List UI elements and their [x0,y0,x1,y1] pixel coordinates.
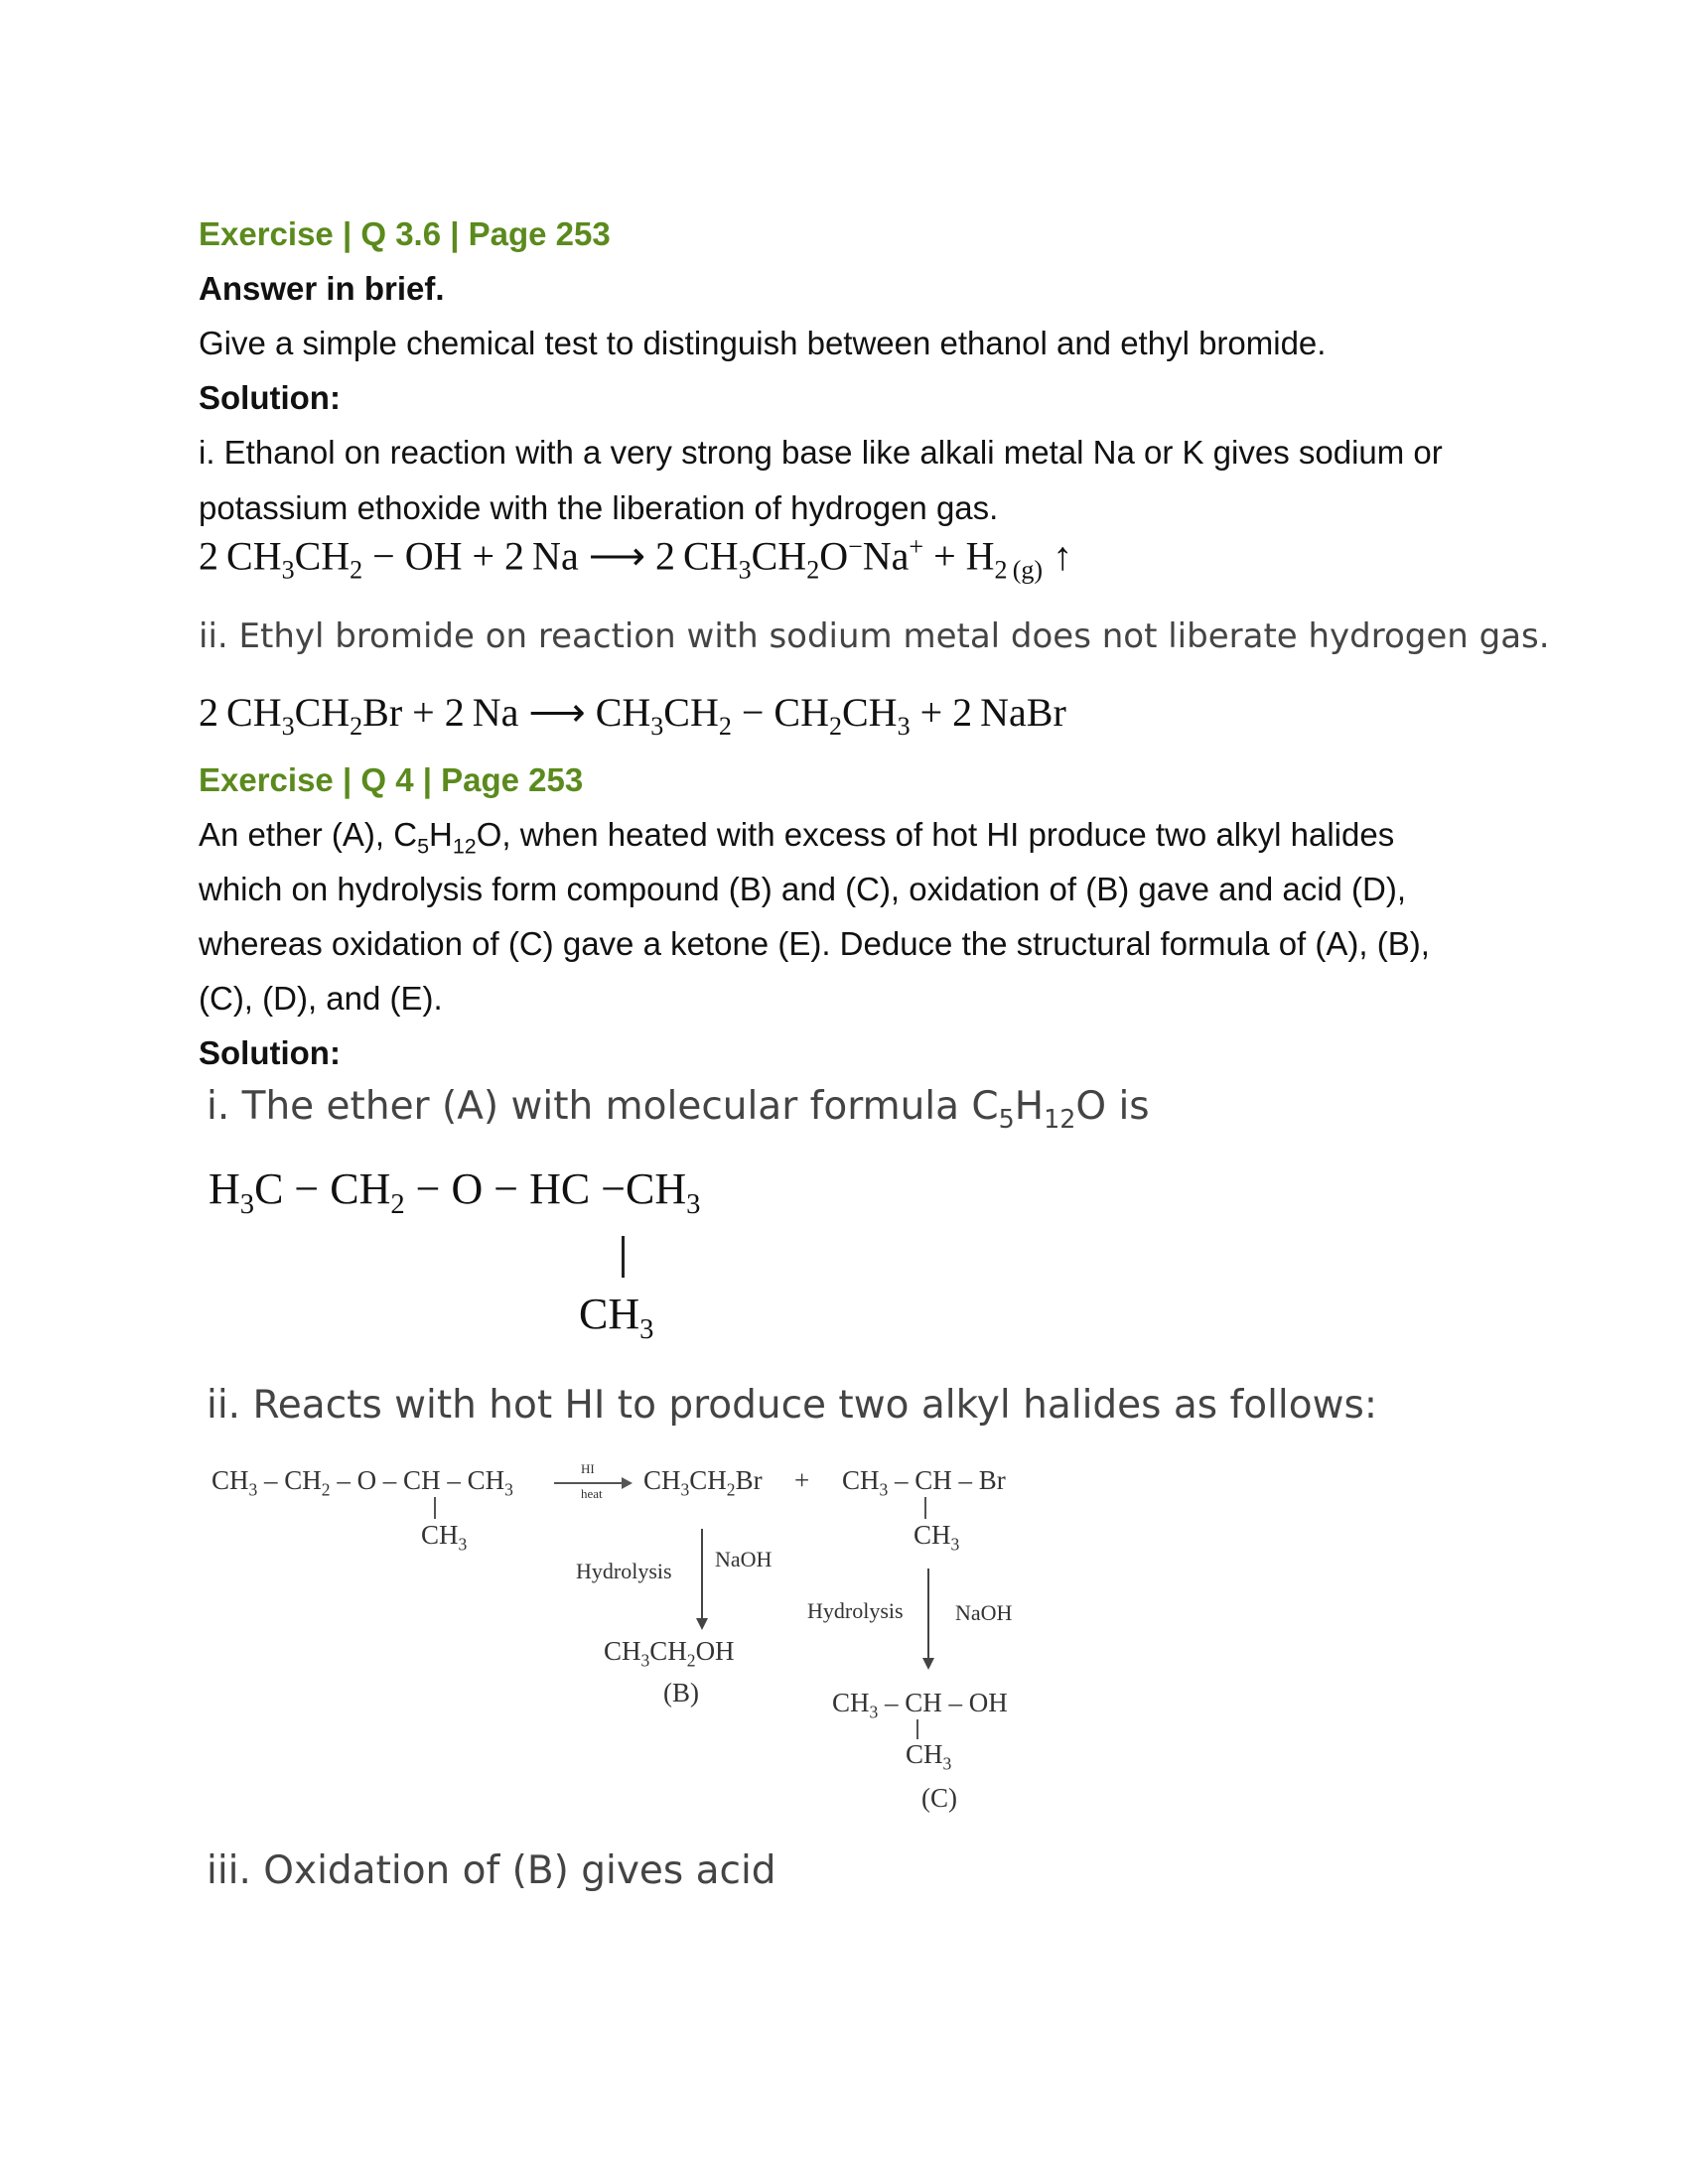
scheme-hydrolysis-2: Hydrolysis [807,1598,904,1623]
scheme-compound-b-label: (B) [663,1678,699,1707]
q36-point1-line2: potassium ethoxide with the liberation of hydrogen gas. [199,489,999,526]
scheme-compound-c: $CH_3$ – CH – OH [832,1688,1008,1722]
scheme-down-arrow-2-line [927,1569,929,1660]
q36-solution-label: Solution: [199,379,341,416]
q4-solution-label: Solution: [199,1034,341,1071]
q4-question-line1: An ether (A), $C_5H_{12}O$, when heated with excess of hot HI produce two alkyl halides [199,816,1395,859]
scheme-product1: $CH_3CH_2Br$ [643,1465,763,1500]
q4-question-line3: whereas oxidation of (C) gave a ketone (E). Deduce the structural formula of (A), (B), [199,925,1430,962]
scheme-reactant: $CH_3 - CH_2$ – O – CH – $CH_3$ [211,1465,513,1500]
ethanol-sodium-equation: 2 $CH_3CH_2$ − OH + 2 Na ⟶ 2 $CH_3CH_2O^-Na^+ + H_{2 (g)}$ ↑ [199,532,1073,585]
scheme-arrow-line [554,1482,626,1484]
q4-point2: ii. Reacts with hot HI to produce two alkyl halides as follows: [207,1383,1377,1428]
q36-point1-line1: i. Ethanol on reaction with a very strong base like alkali metal Na or K gives sodium or [199,434,1443,471]
q4-question-line2: which on hydrolysis form compound (B) and (C), oxidation of (B) gave and acid (D), [199,871,1407,907]
scheme-down-arrow-2-head [922,1658,934,1670]
scheme-product2-branch: $CH_3$ [914,1520,960,1555]
scheme-compound-c-branch: $CH_3$ [906,1739,952,1774]
scheme-arrow-bottom: heat [581,1486,603,1501]
scheme-arrow-head [622,1477,633,1489]
q4-question-line4: (C), (D), and (E). [199,980,443,1017]
q36-question: Give a simple chemical test to distinguish between ethanol and ethyl bromide. [199,325,1327,361]
scheme-down-arrow-1-head [696,1618,708,1630]
q4-point1: i. The ether (A) with molecular formula $C_5H_{12}O$ is [207,1084,1150,1134]
scheme-hydrolysis-1: Hydrolysis [576,1559,672,1583]
scheme-reactant-bond [434,1497,436,1519]
scheme-compound-c-label: (C) [921,1783,957,1813]
ether-a-branch: $CH_3$ [579,1290,654,1345]
q4-heading: Exercise | Q 4 | Page 253 [199,761,584,798]
scheme-plus: + [794,1465,810,1495]
q36-point2: ii. Ethyl bromide on reaction with sodium metal does not liberate hydrogen gas. [199,616,1550,656]
scheme-naoh-2: NaOH [955,1600,1013,1625]
scheme-reactant-branch: $CH_3$ [421,1520,468,1555]
q36-heading: Exercise | Q 3.6 | Page 253 [199,215,611,252]
scheme-product2: $CH_3$ – CH – Br [842,1465,1006,1500]
scheme-arrow-top: HI [581,1461,595,1476]
q4-point3: iii. Oxidation of (B) gives acid [207,1848,776,1893]
ether-a-structure: $H_3C - CH_2 - O$ − HC $-CH_3$ [209,1164,701,1220]
scheme-naoh-1: NaOH [715,1547,773,1571]
ether-a-branch-bond [622,1236,625,1278]
scheme-down-arrow-1-line [701,1529,703,1620]
scheme-product2-bond [924,1497,926,1519]
q36-instruction: Answer in brief. [199,270,445,307]
ethyl-bromide-sodium-equation: 2 $CH_3CH_2Br + 2$ Na ⟶ $CH_3CH_2 - CH_2CH_3 + 2$ NaBr [199,690,1066,741]
scheme-compound-c-bond [916,1719,918,1739]
scheme-compound-b: $CH_3CH_2OH$ [604,1636,735,1671]
